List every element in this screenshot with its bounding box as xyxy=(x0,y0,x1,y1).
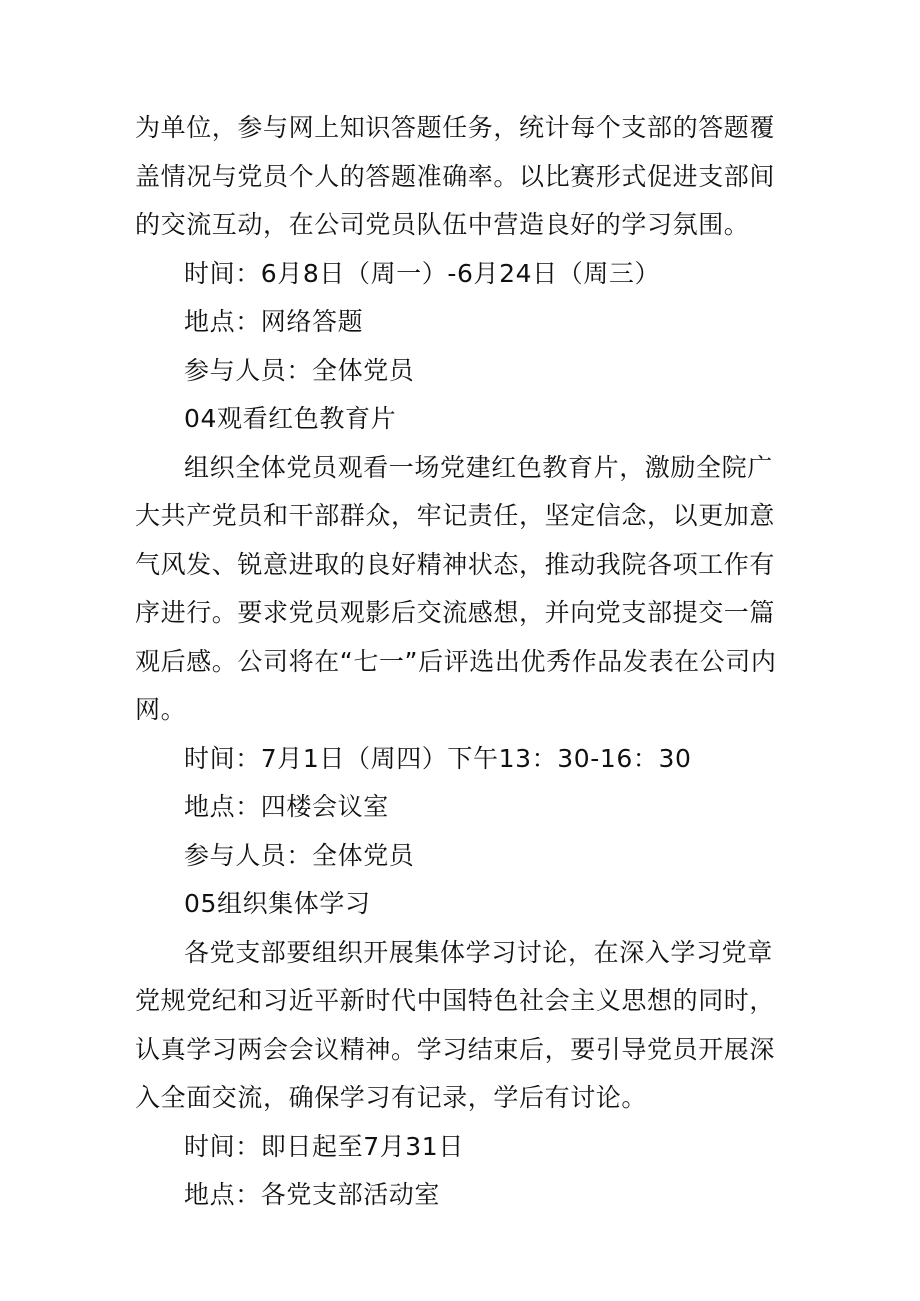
paragraph-section-04: 组织全体党员观看一场党建红色教育片，激励全院广大共产党员和干部群众，牢记责任，坚定信念，以更加意气风发、锐意进取的良好精神状态，推动我院各项工作有序进行。要求党员观影后交流感想，并向党支部提交一篇观后感。公司将在“七一”后评选出优秀作品发表在公司内网。 xyxy=(135,452,777,724)
schedule-participants-line: 参与人员：全体党员 xyxy=(184,355,415,385)
schedule-location-line: 地点：四楼会议室 xyxy=(184,792,389,821)
schedule-time-line: 时间：6月8日（周一）-6月24日（周三） xyxy=(184,258,661,288)
paragraph-section-05: 各党支部要组织开展集体学习讨论，在深入学习党章党规党纪和习近平新时代中国特色社会主义思想的同时，认真学习两会会议精神。学习结束后，要引导党员开展深入全面交流，确保学习有记录，学后有讨论。 xyxy=(135,937,776,1112)
section-heading-05: 05组织集体学习 xyxy=(184,889,371,918)
schedule-location-line: 地点：网络答题 xyxy=(184,307,364,336)
schedule-participants-line: 参与人员：全体党员 xyxy=(184,840,415,870)
paragraph-intro-continued: 为单位，参与网上知识答题任务，统计每个支部的答题覆盖情况与党员个人的答题准确率。以比赛形式促进支部间的交流互动，在公司党员队伍中营造良好的学习氛围。 xyxy=(135,113,776,239)
schedule-time-line: 时间：7月1日（周四）下午13：30-16：30 xyxy=(184,743,692,773)
section-heading-04: 04观看红色教育片 xyxy=(184,404,397,433)
schedule-location-line: 地点：各党支部活动室 xyxy=(184,1180,441,1209)
document-body xyxy=(135,104,795,1220)
schedule-time-line: 时间：即日起至7月31日 xyxy=(184,1131,464,1161)
